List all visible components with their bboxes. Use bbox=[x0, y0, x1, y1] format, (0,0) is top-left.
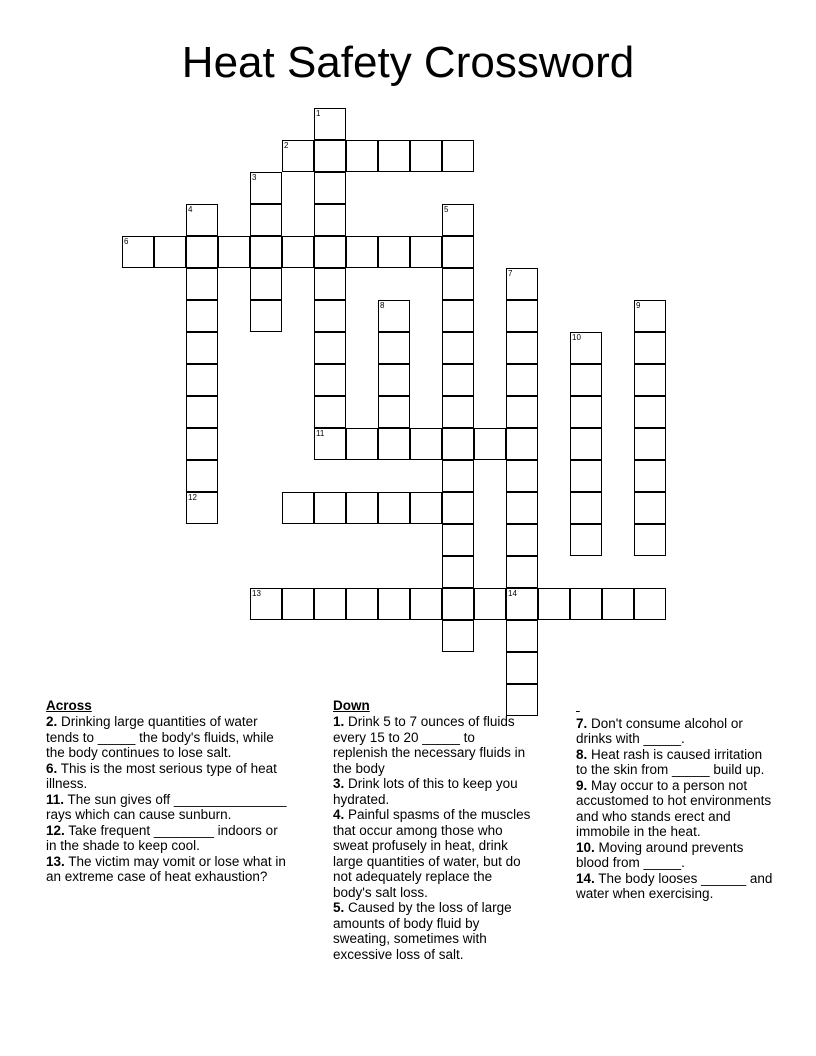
clue-number: 6. bbox=[46, 760, 58, 776]
grid-cell[interactable] bbox=[346, 236, 378, 268]
grid-cell[interactable] bbox=[506, 396, 538, 428]
grid-cell[interactable] bbox=[410, 140, 442, 172]
grid-cell[interactable] bbox=[410, 236, 442, 268]
clue-text: The sun gives off _______________ rays which can cause sunburn. bbox=[46, 791, 287, 822]
clue-item bbox=[333, 714, 532, 776]
grid-cell[interactable] bbox=[442, 588, 474, 620]
page-title: Heat Safety Crossword bbox=[181, 38, 635, 87]
clue-item bbox=[46, 854, 289, 885]
grid-cell[interactable] bbox=[538, 588, 570, 620]
grid-cell[interactable] bbox=[250, 268, 282, 300]
grid-cell[interactable] bbox=[570, 524, 602, 556]
grid-cell[interactable] bbox=[314, 588, 346, 620]
grid-cell[interactable] bbox=[602, 588, 634, 620]
clue-number: 1. bbox=[333, 714, 345, 729]
grid-cell[interactable] bbox=[570, 588, 602, 620]
grid-cell[interactable] bbox=[186, 396, 218, 428]
clue-number: 7. bbox=[576, 715, 588, 731]
clue-text: The victim may vomit or lose what in an extreme case of heat exhaustion? bbox=[46, 853, 286, 884]
grid-cell[interactable] bbox=[186, 364, 218, 396]
clue-text: Take frequent ________ indoors or in the shade to keep cool. bbox=[46, 822, 278, 853]
clue-text: This is the most serious type of heat illness. bbox=[46, 760, 277, 791]
grid-cell-number: 4 bbox=[188, 205, 193, 214]
grid-cell[interactable] bbox=[442, 460, 474, 492]
clue-item bbox=[333, 807, 532, 900]
grid-cell[interactable] bbox=[570, 364, 602, 396]
grid-cell[interactable] bbox=[634, 588, 666, 620]
grid-cell[interactable] bbox=[570, 460, 602, 492]
clues-section bbox=[46, 698, 776, 962]
grid-cell[interactable] bbox=[250, 204, 282, 236]
clue-number: 4. bbox=[333, 807, 345, 822]
across-heading: Across bbox=[46, 698, 92, 713]
grid-cell[interactable] bbox=[634, 364, 666, 396]
grid-cell[interactable] bbox=[250, 236, 282, 268]
clue-text: Don't consume alcohol or drinks with _____. bbox=[576, 715, 743, 746]
clue-item bbox=[576, 716, 775, 747]
grid-cell[interactable] bbox=[506, 300, 538, 332]
down-clue-list-1 bbox=[333, 714, 532, 962]
grid-cell[interactable] bbox=[634, 428, 666, 460]
grid-cell[interactable] bbox=[442, 428, 474, 460]
across-clue-list bbox=[46, 714, 289, 885]
clue-number: 10. bbox=[576, 839, 595, 855]
grid-cell[interactable] bbox=[346, 140, 378, 172]
grid-cell[interactable] bbox=[186, 492, 218, 524]
grid-cell[interactable] bbox=[282, 236, 314, 268]
grid-cell[interactable] bbox=[634, 396, 666, 428]
clue-item bbox=[333, 776, 532, 807]
grid-cell[interactable] bbox=[186, 268, 218, 300]
clue-number: 3. bbox=[333, 776, 345, 791]
clue-text: Heat rash is caused irritation to the skin from _____ build up. bbox=[576, 746, 765, 777]
grid-cell[interactable] bbox=[282, 140, 314, 172]
clue-number: 13. bbox=[46, 853, 65, 869]
grid-cell-number: 7 bbox=[508, 269, 513, 278]
grid-cell[interactable] bbox=[314, 492, 346, 524]
clue-number: 12. bbox=[46, 822, 65, 838]
grid-cell[interactable] bbox=[314, 396, 346, 428]
clue-number: 11. bbox=[46, 791, 65, 807]
clue-item bbox=[46, 823, 289, 854]
clue-number: 2. bbox=[46, 714, 58, 729]
grid-cell[interactable] bbox=[186, 332, 218, 364]
grid-cell-number: 2 bbox=[284, 141, 289, 150]
clue-number: 9. bbox=[576, 777, 588, 793]
grid-cell-number: 14 bbox=[508, 589, 517, 598]
grid-cell[interactable] bbox=[378, 588, 410, 620]
clue-text: The body looses ______ and water when exercising. bbox=[576, 870, 773, 901]
clue-text: Drinking large quantities of water tends to _____ the body's fluids, while the body continues to lose salt. bbox=[46, 714, 274, 760]
grid-cell[interactable] bbox=[634, 492, 666, 524]
crossword-grid[interactable] bbox=[58, 108, 758, 688]
grid-cell-number: 11 bbox=[316, 429, 325, 438]
grid-cell-number: 3 bbox=[252, 173, 257, 182]
grid-cell[interactable] bbox=[506, 556, 538, 588]
grid-cell[interactable] bbox=[506, 460, 538, 492]
grid-cell[interactable] bbox=[634, 300, 666, 332]
grid-cell[interactable] bbox=[410, 588, 442, 620]
grid-cell[interactable] bbox=[442, 332, 474, 364]
grid-cell[interactable] bbox=[378, 492, 410, 524]
grid-cell-number: 12 bbox=[188, 493, 197, 502]
clue-text: Painful spasms of the muscles that occur among those who sweat profusely in heat, drink large quantities of water, but do not adequately replace the body's salt loss. bbox=[333, 807, 531, 900]
grid-cell[interactable] bbox=[570, 492, 602, 524]
grid-cell[interactable] bbox=[378, 396, 410, 428]
clue-number: 14. bbox=[576, 870, 595, 886]
grid-cell[interactable] bbox=[442, 492, 474, 524]
grid-cell[interactable] bbox=[378, 332, 410, 364]
grid-cell[interactable] bbox=[506, 428, 538, 460]
grid-cell[interactable] bbox=[442, 140, 474, 172]
grid-cell[interactable] bbox=[442, 556, 474, 588]
clue-text: Moving around prevents blood from _____. bbox=[576, 839, 744, 870]
grid-cell[interactable] bbox=[250, 172, 282, 204]
clue-item bbox=[576, 747, 775, 778]
grid-cell[interactable] bbox=[506, 620, 538, 652]
grid-cell[interactable] bbox=[506, 588, 538, 620]
grid-cell[interactable] bbox=[314, 332, 346, 364]
grid-cell[interactable] bbox=[634, 460, 666, 492]
grid-cell[interactable] bbox=[378, 140, 410, 172]
grid-cell[interactable] bbox=[506, 332, 538, 364]
grid-cell[interactable] bbox=[154, 236, 186, 268]
grid-cell[interactable] bbox=[474, 428, 506, 460]
grid-cell[interactable] bbox=[186, 204, 218, 236]
grid-cell[interactable] bbox=[442, 364, 474, 396]
clue-text: Drink 5 to 7 ounces of fluids every 15 to 20 _____ to replenish the necessary fluids in the body bbox=[333, 714, 526, 776]
grid-cell[interactable] bbox=[634, 524, 666, 556]
clues-down-column-2 bbox=[532, 698, 775, 962]
grid-cell[interactable] bbox=[410, 428, 442, 460]
grid-cell[interactable] bbox=[250, 300, 282, 332]
grid-cell[interactable] bbox=[250, 588, 282, 620]
grid-cell[interactable] bbox=[506, 524, 538, 556]
grid-cell-number: 1 bbox=[316, 109, 321, 118]
grid-cell[interactable] bbox=[378, 428, 410, 460]
grid-cell[interactable] bbox=[570, 332, 602, 364]
grid-cell-number: 5 bbox=[444, 205, 449, 214]
grid-cell[interactable] bbox=[410, 492, 442, 524]
grid-cell[interactable] bbox=[314, 140, 346, 172]
clue-item bbox=[333, 900, 532, 962]
grid-cell[interactable] bbox=[378, 364, 410, 396]
clue-item bbox=[46, 761, 289, 792]
grid-cell[interactable] bbox=[186, 460, 218, 492]
grid-cell[interactable] bbox=[442, 524, 474, 556]
clue-text: Caused by the loss of large amounts of body fluid by sweating, sometimes with excessive loss of salt. bbox=[333, 900, 512, 962]
grid-cell-number: 10 bbox=[572, 333, 581, 342]
grid-cell[interactable] bbox=[474, 588, 506, 620]
grid-cell[interactable] bbox=[314, 428, 346, 460]
grid-cell[interactable] bbox=[282, 588, 314, 620]
clue-item bbox=[576, 840, 775, 871]
grid-cell[interactable] bbox=[378, 300, 410, 332]
grid-cell[interactable] bbox=[314, 108, 346, 140]
grid-cell[interactable] bbox=[186, 236, 218, 268]
down-heading-spacer bbox=[576, 698, 775, 715]
clue-item bbox=[46, 714, 289, 761]
grid-cell-number: 6 bbox=[124, 237, 129, 246]
grid-cell[interactable] bbox=[314, 204, 346, 236]
grid-cell[interactable] bbox=[314, 364, 346, 396]
grid-cell[interactable] bbox=[218, 236, 250, 268]
clues-across-column bbox=[46, 698, 289, 962]
grid-cell[interactable] bbox=[378, 236, 410, 268]
clues-down-column-1 bbox=[289, 698, 532, 962]
down-clue-list-2 bbox=[576, 716, 775, 902]
down-heading: Down bbox=[333, 698, 370, 713]
grid-cell[interactable] bbox=[634, 332, 666, 364]
grid-cell[interactable] bbox=[442, 620, 474, 652]
clue-number: 8. bbox=[576, 746, 588, 762]
grid-cell[interactable] bbox=[442, 236, 474, 268]
grid-cell[interactable] bbox=[506, 364, 538, 396]
grid-cell[interactable] bbox=[506, 652, 538, 684]
clue-text: May occur to a person not accustomed to hot environments and who stands erect and immobile in the heat. bbox=[576, 777, 772, 839]
grid-cell[interactable] bbox=[122, 236, 154, 268]
grid-cell-number: 8 bbox=[380, 301, 385, 310]
grid-cell[interactable] bbox=[314, 268, 346, 300]
grid-cell[interactable] bbox=[442, 268, 474, 300]
crossword-grid-container bbox=[0, 108, 816, 688]
grid-cell-number: 9 bbox=[636, 301, 641, 310]
grid-cell[interactable] bbox=[506, 492, 538, 524]
grid-cell[interactable] bbox=[506, 268, 538, 300]
clue-item bbox=[576, 778, 775, 840]
grid-cell[interactable] bbox=[442, 204, 474, 236]
grid-cell[interactable] bbox=[442, 396, 474, 428]
grid-cell[interactable] bbox=[346, 588, 378, 620]
clue-item bbox=[576, 871, 775, 902]
grid-cell[interactable] bbox=[346, 492, 378, 524]
grid-cell[interactable] bbox=[186, 428, 218, 460]
grid-cell-number: 13 bbox=[252, 589, 261, 598]
clue-text: Drink lots of this to keep you hydrated. bbox=[333, 776, 518, 807]
grid-cell[interactable] bbox=[314, 236, 346, 268]
clue-item bbox=[46, 792, 289, 823]
grid-cell[interactable] bbox=[314, 172, 346, 204]
grid-cell[interactable] bbox=[282, 492, 314, 524]
grid-cell[interactable] bbox=[570, 428, 602, 460]
grid-cell[interactable] bbox=[346, 428, 378, 460]
grid-cell[interactable] bbox=[442, 300, 474, 332]
grid-cell[interactable] bbox=[186, 300, 218, 332]
clue-number: 5. bbox=[333, 900, 345, 915]
grid-cell[interactable] bbox=[570, 396, 602, 428]
grid-cell[interactable] bbox=[314, 300, 346, 332]
